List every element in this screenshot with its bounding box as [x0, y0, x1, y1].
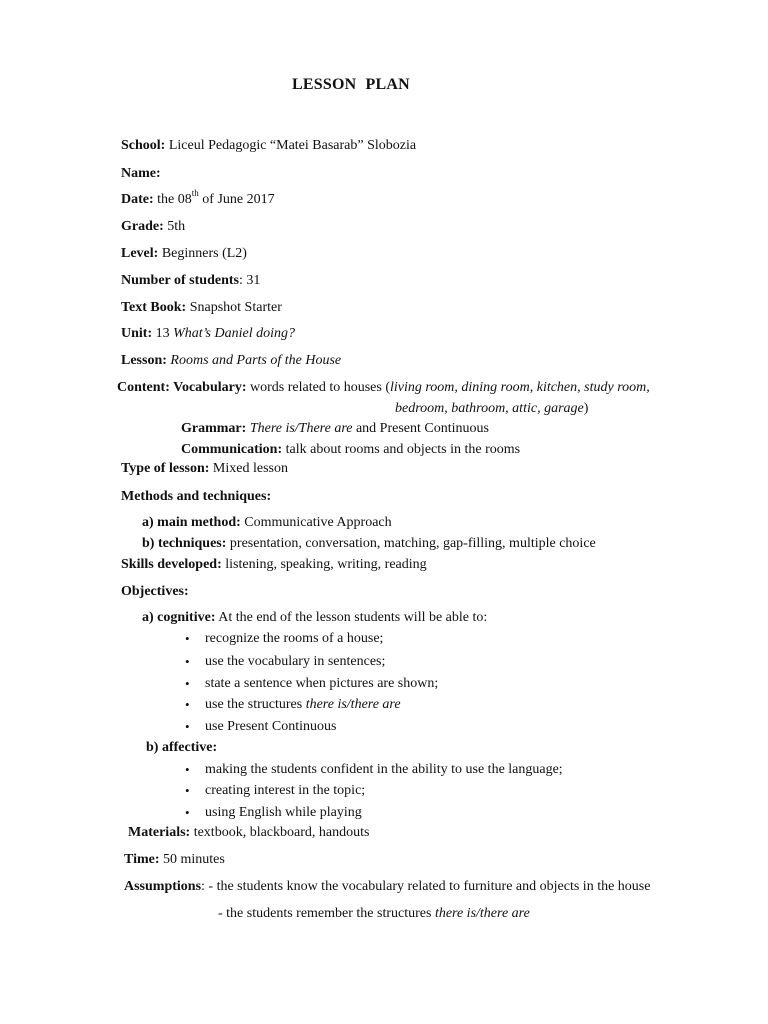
materials-value: textbook, blackboard, handouts [193, 825, 370, 840]
skills-label: Skills developed: [121, 557, 222, 572]
lesson-label: Lesson: [121, 353, 167, 368]
type-value: Mixed lesson [212, 461, 288, 476]
bullet-icon: • [185, 697, 190, 712]
bullet-icon: • [185, 783, 190, 798]
techniques-value: presentation, conversation, matching, gap-filling, multiple choice [229, 536, 596, 551]
time-row [124, 852, 225, 868]
lesson-value: Rooms and Parts of the House [170, 353, 342, 368]
affective-item: creating interest in the topic; [205, 783, 366, 798]
bullet-icon: • [185, 719, 190, 734]
grade-row [121, 219, 185, 235]
cognitive-item: use Present Continuous [205, 719, 337, 734]
main-method-label: a) main method: [142, 515, 241, 530]
main-method-value: Communicative Approach [244, 515, 392, 530]
time-label: Time: [124, 852, 160, 867]
unit-number: 13 [155, 326, 170, 341]
cognitive-item-text: use the structures [205, 697, 303, 712]
cognitive-item: recognize the rooms of a house; [205, 631, 384, 646]
assumptions-row [124, 879, 650, 895]
objectives-heading [121, 584, 189, 600]
students-label: Number of students [121, 273, 239, 288]
methods-label: Methods and techniques: [121, 489, 272, 504]
date-row [121, 188, 275, 208]
textbook-label: Text Book: [121, 300, 187, 315]
materials-row [128, 825, 369, 841]
lesson-row [121, 353, 341, 369]
textbook-row [121, 300, 282, 316]
assumptions-label: Assumptions [124, 879, 202, 894]
type-label: Type of lesson: [121, 461, 210, 476]
bullet-icon: • [185, 805, 190, 820]
school-row [121, 138, 416, 154]
bullet-icon: • [185, 762, 190, 777]
textbook-value: Snapshot Starter [189, 300, 282, 315]
grammar-rest: and Present Continuous [355, 421, 489, 436]
name-label: Name: [121, 166, 161, 181]
bullet-icon: • [185, 676, 190, 691]
communication-label: Communication: [181, 442, 283, 457]
vocabulary-intro: words related to houses ( [250, 380, 390, 395]
unit-title: What’s Daniel doing? [173, 326, 295, 341]
type-row [121, 461, 288, 477]
name-row [121, 166, 161, 182]
vocabulary-close: ) [583, 401, 589, 416]
techniques-row [142, 536, 596, 552]
students-row [121, 273, 260, 289]
cognitive-label: a) cognitive: [142, 610, 216, 625]
cognitive-item: use the vocabulary in sentences; [205, 654, 386, 669]
affective-label: b) affective: [146, 740, 218, 755]
date-ordinal-suffix: th [191, 188, 199, 199]
school-label: School: [121, 138, 166, 153]
skills-row [121, 557, 427, 573]
level-row [121, 246, 247, 262]
bullet-icon: • [185, 631, 190, 646]
cognitive-row [142, 610, 487, 626]
unit-row [121, 326, 295, 342]
unit-label: Unit: [121, 326, 153, 341]
affective-item: using English while playing [205, 805, 362, 820]
vocabulary-items-line1: living room, dining room, kitchen, study room, [389, 380, 650, 395]
cognitive-intro: At the end of the lesson students will be able to: [218, 610, 488, 625]
content-vocabulary-label: Content: Vocabulary: [117, 380, 247, 395]
communication-row [181, 442, 520, 458]
level-label: Level: [121, 246, 159, 261]
assumptions-line1: : - the students know the vocabulary related to furniture and objects in the house [201, 879, 651, 894]
assumptions-line2: - the students remember the structures [218, 906, 432, 921]
date-value-rest: of June 2017 [198, 192, 275, 207]
cognitive-item: state a sentence when pictures are shown; [205, 676, 439, 691]
date-label: Date: [121, 192, 154, 207]
grammar-label: Grammar: [181, 421, 247, 436]
techniques-label: b) techniques: [142, 536, 227, 551]
grammar-structures: There is/There are [249, 421, 353, 436]
skills-value: listening, speaking, writing, reading [225, 557, 427, 572]
vocabulary-continuation [395, 401, 588, 417]
main-method-row [142, 515, 392, 531]
communication-value: talk about rooms and objects in the rooms [285, 442, 521, 457]
vocabulary-items-line2: bedroom, bathroom, attic, garage [395, 401, 584, 416]
grammar-row [181, 421, 489, 437]
assumptions-structures: there is/there are [434, 906, 530, 921]
time-value: 50 minutes [163, 852, 225, 867]
assumptions-continuation [218, 906, 530, 922]
page-title: LESSON PLAN [292, 76, 410, 93]
affective-item: making the students confident in the ability to use the language; [205, 762, 563, 777]
level-value: Beginners (L2) [161, 246, 247, 261]
date-value-day: the 08 [157, 192, 192, 207]
cognitive-item [205, 697, 401, 713]
bullet-icon: • [185, 654, 190, 669]
grade-value: 5th [167, 219, 186, 234]
content-vocabulary-row [117, 380, 650, 396]
grade-label: Grade: [121, 219, 164, 234]
affective-row [146, 740, 217, 756]
students-value: : 31 [238, 273, 261, 288]
cognitive-item-structures: there is/there are [305, 697, 401, 712]
objectives-label: Objectives: [121, 584, 189, 599]
materials-label: Materials: [128, 825, 191, 840]
methods-heading [121, 489, 271, 505]
school-value: Liceul Pedagogic “Matei Basarab” Slobozia [168, 138, 417, 153]
